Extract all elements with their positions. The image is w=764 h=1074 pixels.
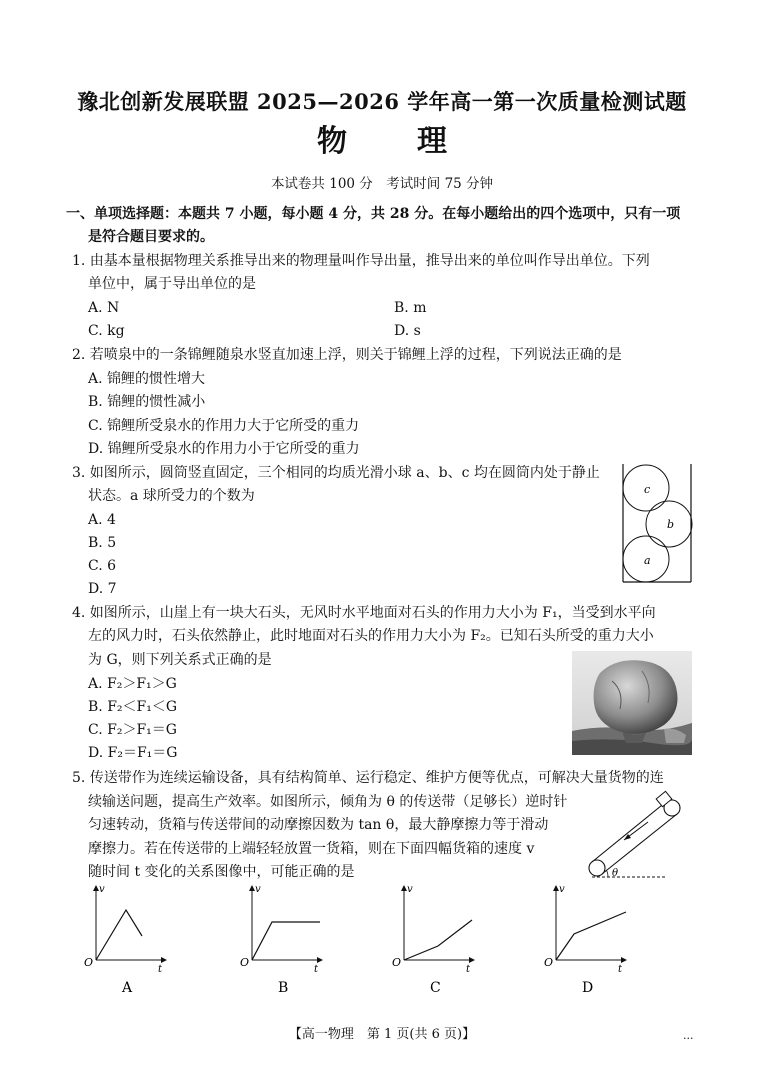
vt-curve: [252, 922, 320, 960]
q3-line2: 状态。a 球所受力的个数为: [88, 488, 255, 504]
conveyor-belt-figure: [582, 790, 682, 882]
origin-label: O: [84, 956, 94, 969]
q4-line3: 为 G，则下列关系式正确的是: [88, 652, 272, 668]
exam-title: 豫北创新发展联盟 2025—2026 学年高一第一次质量检测试题: [77, 89, 687, 114]
q5-line1: 5. 传送带作为连续运输设备，具有结构简单、运行稳定、维护方便等优点，可解决大量货物的连: [72, 770, 664, 786]
q4-option-c: C. F₂＞F₁＝G: [88, 722, 177, 738]
q2-option-d: D. 锦鲤所受泉水的作用力小于它所受的重力: [88, 441, 360, 457]
theta-label: θ: [612, 868, 619, 879]
v-axis-label: v: [559, 884, 565, 895]
q1-option-b: B. m: [394, 300, 427, 316]
t-axis-label: t: [158, 964, 163, 975]
section-heading-line1: 一、单项选择题：本题共 7 小题，每小题 4 分，共 28 分。在每小题给出的四个选项中，只有一项: [66, 206, 681, 222]
graph-label-d: D: [582, 980, 594, 996]
q3-option-c: C. 6: [88, 558, 117, 574]
q3-option-a: A. 4: [88, 512, 116, 528]
q2-option-c: C. 锦鲤所受泉水的作用力大于它所受的重力: [88, 418, 360, 434]
q2-line1: 2. 若喷泉中的一条锦鲤随泉水竖直加速上浮，则关于锦鲤上浮的过程，下列说法正确的是: [72, 347, 622, 363]
q3-option-d: D. 7: [88, 581, 117, 597]
q5-line3: 匀速转动，货箱与传送带间的动摩擦因数为 tan θ，最大静摩擦力等于滑动: [88, 817, 549, 833]
subject-title: 物理: [317, 124, 517, 159]
q5-line5: 随时间 t 变化的关系图像中，可能正确的是: [88, 864, 355, 880]
q3-option-b: B. 5: [88, 535, 117, 551]
vt-graph-c: [392, 884, 474, 996]
ball-label-a: a: [644, 554, 651, 567]
t-axis-label: t: [618, 964, 623, 975]
ball-label-b: b: [667, 518, 675, 531]
q4-line1: 4. 如图所示，山崖上有一块大石头，无风时水平地面对石头的作用力大小为 F₁，当受到水平向: [72, 605, 656, 621]
q3-line1: 3. 如图所示，圆筒竖直固定，三个相同的均质光滑小球 a、b、c 均在圆筒内处于静止: [72, 465, 600, 481]
q4-option-d: D. F₂＝F₁＝G: [88, 745, 178, 761]
footer-dots: ...: [683, 1029, 694, 1042]
origin-label: O: [392, 956, 402, 969]
vt-curve: [404, 920, 472, 960]
v-axis-label: v: [407, 884, 413, 895]
cylinder-balls-figure: [616, 462, 696, 586]
v-axis-label: v: [255, 884, 261, 895]
origin-label: O: [240, 956, 250, 969]
q5-line2: 续输送问题，提高生产效率。如图所示，倾角为 θ 的传送带（足够长）逆时针: [88, 794, 568, 810]
vt-graph-a: [84, 884, 166, 996]
cargo-box: [656, 791, 672, 806]
t-axis-label: t: [314, 964, 319, 975]
vt-graphs: [80, 880, 680, 996]
q1-line1: 1. 由基本量根据物理关系推导出来的物理量叫作导出量，推导出来的单位叫作导出单位。下列: [72, 253, 650, 269]
q1-option-c: C. kg: [88, 323, 125, 339]
t-axis-label: t: [466, 964, 471, 975]
origin-label: O: [544, 956, 554, 969]
q1-option-d: D. s: [394, 323, 421, 339]
q2-option-b: B. 锦鲤的惯性减小: [88, 394, 206, 410]
ball-label-c: c: [644, 483, 651, 496]
vt-curve: [96, 910, 142, 960]
graph-label-c: C: [430, 980, 441, 996]
q4-option-a: A. F₂＞F₁＞G: [88, 676, 177, 692]
vt-curve: [556, 912, 626, 960]
page-footer: 【高一物理 第 1 页(共 6 页)】: [288, 1027, 476, 1042]
exam-info: 本试卷共 100 分 考试时间 75 分钟: [270, 176, 494, 192]
q1-line2: 单位中，属于导出单位的是: [88, 276, 256, 292]
vt-graph-d: [544, 884, 626, 996]
vt-graph-b: [240, 884, 322, 996]
graph-label-a: A: [122, 980, 133, 996]
q2-option-a: A. 锦鲤的惯性增大: [88, 371, 206, 387]
rock-photo: [572, 651, 692, 755]
graph-label-b: B: [278, 980, 289, 996]
v-axis-label: v: [99, 884, 105, 895]
q1-option-a: A. N: [88, 300, 120, 316]
q4-option-b: B. F₂＜F₁＜G: [88, 699, 178, 715]
q5-line4: 摩擦力。若在传送带的上端轻轻放置一货箱，则在下面四幅货箱的速度 v: [88, 841, 535, 857]
section-heading-line2: 是符合题目要求的。: [88, 229, 214, 245]
q4-line2: 左的风力时，石头依然静止，此时地面对石头的作用力大小为 F₂。已知石头所受的重力大小: [88, 628, 654, 644]
